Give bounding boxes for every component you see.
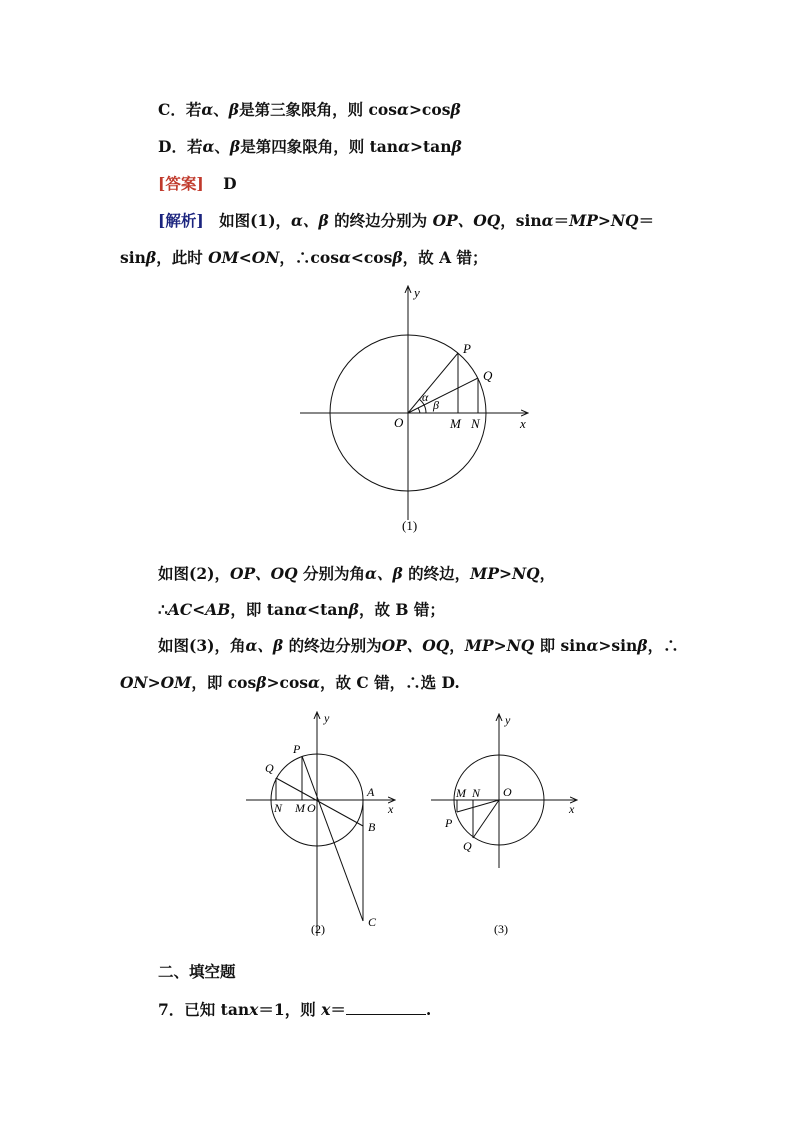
analysis-math: β	[256, 673, 267, 692]
label-q: Q	[483, 368, 493, 383]
label-c: C	[368, 915, 377, 929]
analysis-text: sin	[120, 248, 146, 267]
analysis-math: AC<AB	[167, 600, 231, 619]
label-m: M	[295, 801, 305, 815]
analysis-math: β	[392, 248, 403, 267]
option-c-prefix: C．若	[158, 100, 202, 119]
question-text: 7．已知 tan	[158, 1000, 250, 1019]
option-d-alpha2: α	[398, 137, 411, 156]
analysis-math: β	[348, 600, 359, 619]
figure-3-caption: (3)	[494, 922, 508, 936]
analysis-line-5	[158, 634, 679, 656]
answer-line	[158, 172, 237, 194]
option-c-beta: β	[228, 100, 240, 119]
analysis-text: <cos	[350, 248, 393, 267]
analysis-line-3	[158, 562, 555, 584]
option-d-alpha: α	[202, 137, 215, 156]
question-text: ＝1，则	[258, 1000, 322, 1019]
option-c-cmp: >cos	[408, 100, 451, 119]
analysis-math: α	[308, 673, 320, 692]
analysis-line-4	[158, 598, 445, 620]
line-qb	[276, 778, 363, 826]
analysis-math: α、β	[365, 564, 403, 583]
question-7	[158, 998, 431, 1020]
label-p: P	[445, 816, 453, 830]
analysis-text: 即 sin	[534, 636, 587, 655]
analysis-math: MP>NQ	[464, 636, 535, 655]
option-c-text: 是第三象限角，则 cos	[239, 100, 397, 119]
label-beta: β	[433, 398, 439, 412]
analysis-text: ，∴cos	[279, 248, 339, 267]
label-n: N	[471, 416, 480, 431]
analysis-math: α、β	[245, 636, 284, 655]
analysis-text: 分别为角	[297, 564, 366, 583]
label-y: y	[414, 285, 420, 300]
analysis-math: OP、OQ	[229, 564, 298, 583]
analysis-text: 如图(1)，	[219, 211, 292, 230]
analysis-text: ，故 A 错；	[402, 248, 488, 267]
analysis-text: 的终边分别为	[328, 211, 433, 230]
option-c-alpha2: α	[397, 100, 409, 119]
analysis-math: MP>NQ	[569, 211, 639, 230]
analysis-text: ，故 C 错，∴选 D.	[319, 673, 460, 692]
question-math: x	[321, 1000, 331, 1019]
analysis-line-1	[158, 209, 654, 231]
section-title: 二、填空题	[158, 962, 236, 981]
analysis-text: >sin	[598, 636, 638, 655]
analysis-math: β	[145, 248, 157, 267]
analysis-text: ＝	[638, 211, 655, 230]
label-q: Q	[265, 761, 274, 775]
analysis-math: OP、OQ	[381, 636, 450, 655]
label-y: y	[505, 713, 511, 727]
label-y: y	[324, 711, 330, 725]
analysis-text: ，	[449, 636, 465, 655]
analysis-text: ＝	[553, 211, 570, 230]
terminal-side-oq	[408, 378, 478, 413]
figure-1-caption: (1)	[402, 518, 418, 533]
analysis-math: MP>NQ	[470, 564, 540, 583]
figure-2-caption: (2)	[311, 922, 325, 936]
label-x: x	[388, 802, 394, 816]
analysis-text: <tan	[307, 600, 349, 619]
option-d-sep: 、	[214, 137, 230, 156]
label-o: O	[307, 801, 316, 815]
label-o: O	[503, 785, 512, 799]
analysis-text: ∴	[158, 600, 168, 619]
option-d	[158, 135, 462, 157]
option-c-alpha: α	[201, 100, 214, 119]
question-math: x	[249, 1000, 259, 1019]
analysis-math: α	[541, 211, 554, 230]
analysis-text: 的终边，	[402, 564, 471, 583]
answer-tag: [答案]	[158, 174, 204, 193]
label-a: A	[367, 785, 375, 799]
label-p: P	[293, 742, 301, 756]
label-x: x	[520, 416, 526, 431]
analysis-text: >cos	[266, 673, 309, 692]
analysis-math: α	[586, 636, 599, 655]
analysis-tag: [解析]	[158, 211, 204, 230]
option-d-beta2: β	[451, 137, 462, 156]
analysis-math: ON>OM	[120, 673, 192, 692]
analysis-text: ，此时	[156, 248, 209, 267]
figure-2-unit-circle	[240, 708, 410, 943]
option-c-sep: 、	[213, 100, 229, 119]
analysis-math: α、β	[291, 211, 329, 230]
option-d-cmp: >tan	[410, 137, 452, 156]
label-m: M	[456, 786, 466, 800]
analysis-line-2	[120, 246, 488, 268]
angle-arc-beta	[418, 408, 420, 413]
terminal-side-oq	[473, 800, 499, 838]
analysis-text: 如图(2)，	[158, 564, 230, 583]
label-alpha: α	[422, 390, 429, 404]
label-b: B	[368, 820, 376, 834]
analysis-text: 如图(3)，角	[158, 636, 246, 655]
label-x: x	[569, 802, 575, 816]
option-c	[158, 98, 461, 120]
analysis-text: ，即 tan	[230, 600, 296, 619]
label-m: M	[450, 416, 461, 431]
analysis-text: ，	[539, 564, 556, 583]
analysis-math: α	[338, 248, 351, 267]
line-pc	[302, 756, 363, 921]
option-d-beta: β	[229, 137, 241, 156]
figure-1-unit-circle	[290, 280, 540, 540]
label-n: N	[472, 786, 481, 800]
analysis-text: ，故 B 错；	[358, 600, 445, 619]
question-text: ＝	[330, 1000, 346, 1019]
analysis-math: α	[295, 600, 308, 619]
analysis-text: ，即 cos	[191, 673, 257, 692]
label-n: N	[274, 801, 283, 815]
figure-3-unit-circle	[425, 708, 590, 943]
analysis-text: ，∴	[647, 636, 679, 655]
analysis-line-6	[120, 671, 460, 693]
analysis-math: OP、OQ	[432, 211, 501, 230]
analysis-math: OM<ON	[208, 248, 280, 267]
analysis-math: β	[637, 636, 648, 655]
analysis-text: ，sin	[500, 211, 542, 230]
answer-blank[interactable]	[346, 1000, 426, 1015]
option-d-prefix: D．若	[158, 137, 203, 156]
question-text: .	[425, 1000, 432, 1019]
option-c-beta2: β	[450, 100, 461, 119]
label-o: O	[394, 415, 404, 430]
option-d-text: 是第四象限角，则 tan	[240, 137, 399, 156]
analysis-text: 的终边分别为	[283, 636, 382, 655]
label-q: Q	[463, 839, 472, 853]
label-p: P	[463, 341, 471, 356]
answer-value: D	[223, 174, 237, 193]
terminal-side-op	[457, 800, 499, 812]
